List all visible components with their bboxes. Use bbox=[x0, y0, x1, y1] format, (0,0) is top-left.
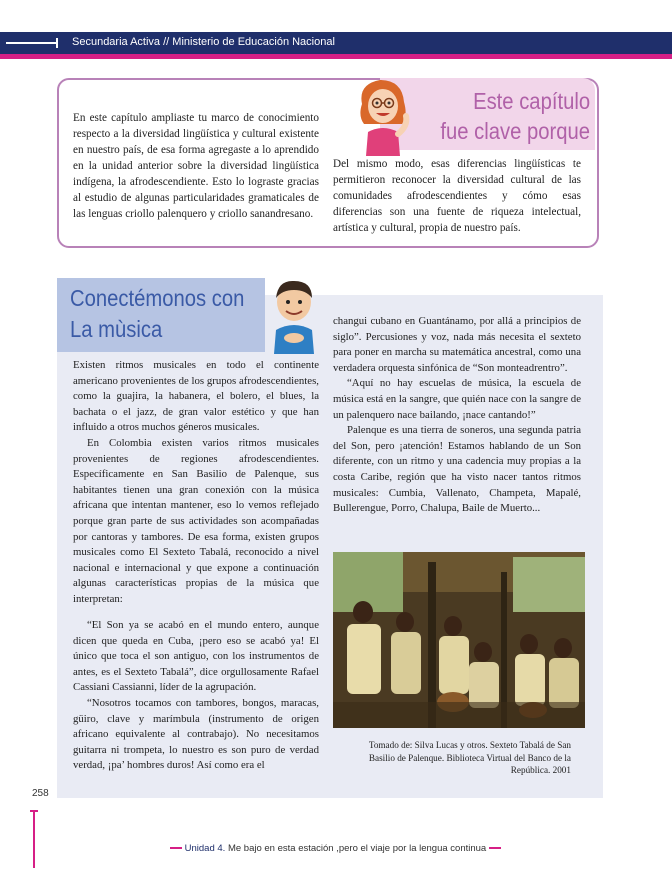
music-title-line2: La mùsica bbox=[70, 316, 163, 342]
boy-illustration-icon bbox=[266, 276, 322, 354]
footer bbox=[170, 843, 501, 854]
girl-illustration-icon bbox=[354, 76, 412, 156]
music-paragraph-4: “Nosotros tocamos con tambores, bongos, maracas, güiro, clave y marímbula (instrumento de origen africano equivalente al contrabajo). No necesitamos guitarra ni trompeta, lo nuestro es son puro de verdad verdad, ¡pa’ hombres duros! Así como era el bbox=[73, 696, 319, 772]
side-marker-tick bbox=[30, 810, 38, 812]
page-number: 258 bbox=[32, 788, 49, 799]
side-marker-line bbox=[33, 810, 35, 868]
music-left-column bbox=[73, 358, 319, 608]
header-stripe bbox=[0, 54, 672, 59]
footer-left-bar bbox=[170, 847, 182, 849]
summary-right-text: Del mismo modo, esas diferencias lingüísticas te permitieron reconocer la diversidad cultural de las comunidades afrodescendientes y cómo esas diferencias son una fuente de riqueza intelectual, artística y cultural, propia de nuestro país. bbox=[333, 158, 581, 234]
summary-title bbox=[440, 86, 590, 146]
music-paragraph-3: “El Son ya se acabó en el mundo entero, aunque dicen que queda en Cuba, ¡pero eso se acabó ya! El único que toca el son antiguo, con los instrumentos de antes, es el Sexteto Tabalá”, dice orgullosamente Rafael Cassiani Cassianni, líder de la agrupación. bbox=[73, 619, 319, 694]
music-title-line1: Conectémonos con bbox=[70, 285, 245, 311]
summary-title-line2: fue clave porque bbox=[440, 118, 590, 144]
music-left-column-quote bbox=[73, 618, 319, 774]
summary-title-line1: Este capítulo bbox=[472, 88, 590, 114]
music-paragraph-2: En Colombia existen varios ritmos musicales provenientes de regiones afrodescendientes. Específicamente en San Basilio de Palenque, sus habitantes tienen una gran conexión con la música africana que intentan mantener, eso lo vemos reflejado porque gran parte de sus actividades son acompañadas por cantoras y tambores. De esa forma, existen grupos musicales como El Sexteto Tabalá, reconocido a nivel nacional e internacional y que expone a continuación algunas características propias de la música que interpretan: bbox=[73, 436, 319, 605]
music-paragraph-6: “Aquí no hay escuelas de música, la escuela de música está en la sangre, que quién nace con la sangre de un palenquero nace bailando, ¡nace cantando!” bbox=[333, 377, 581, 421]
summary-left-text: En este capítulo ampliaste tu marco de conocimiento respecto a la diversidad lingüística y cultural existente en nuestro país, de esa forma agregaste a lo aprendido en la unidad anterior sobre la diversidad lingüística indígena, la afrodescendiente. Esto lo lograste gracias al estudio de algunas particularidades gramaticales de las lenguas criollo palenquero y criollo sanandresano. bbox=[73, 112, 319, 220]
footer-text: Me bajo en esta estación ,pero el viaje por la lengua continua bbox=[227, 843, 487, 854]
photo-caption: Tomado de: Silva Lucas y otros. Sexteto Tabalá de San Basilio de Palenque. Biblioteca Virtual del Banco de la República. 2001 bbox=[368, 740, 571, 775]
music-paragraph-1: Existen ritmos musicales en todo el continente americano provenientes de los grupos afrodescendientes, como la guajira, la habanera, el bolero, el blues, la bachata o el jazz, de gran valor estético y que han influido a otros muchos géneros musicales. bbox=[73, 359, 319, 434]
sexteto-tabala-photo bbox=[333, 552, 585, 728]
footer-right-bar bbox=[489, 847, 501, 849]
footer-unit: Unidad 4. bbox=[184, 843, 226, 854]
header-title: Secundaria Activa // Ministerio de Educación Nacional bbox=[72, 36, 335, 48]
music-paragraph-5: changui cubano en Guantánamo, por allá a principios de siglo”. Percusiones y voz, nada más necesita el sexteto para poner en marcha su matemática ancestral, como una verdadera orquesta sinfónica de “Son monteadrentro”. bbox=[333, 315, 581, 374]
music-paragraph-7: Palenque es una tierra de soneros, una segunda patria del Son, pero ¡atención! Estamos hablando de un Son diferente, con un ritmo y una cadencia muy propias a la costa Caribe, región que ha visto nacer tantos ritmos musicales: Cumbia, Vallenato, Champeta, Mapalé, Bullerengue, Porro, Chalupa, Baile de Muerto... bbox=[333, 424, 581, 515]
music-section-title bbox=[70, 283, 244, 345]
header-marker bbox=[6, 42, 58, 44]
music-right-column bbox=[333, 314, 581, 517]
